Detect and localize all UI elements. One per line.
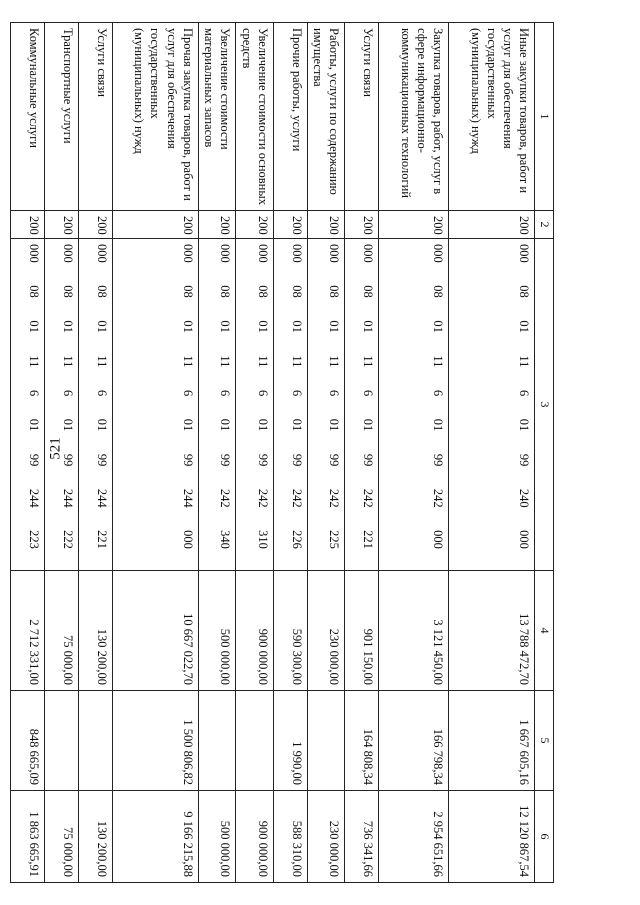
row-kbk [379, 239, 449, 571]
row-name: Прочая закупка товаров, работ и услуг для обеспечения государственных (муниципальных) нужд [112, 23, 198, 211]
kbk-code [180, 244, 196, 549]
kbk-segment: 01 [289, 320, 304, 333]
row-col-5: 1 990,00 [273, 691, 307, 791]
row-col-6: 75 000,00 [44, 791, 78, 883]
row-code: 200 [44, 211, 78, 239]
kbk-segment: 000 [517, 244, 532, 263]
kbk-segment: 01 [517, 418, 532, 432]
kbk-segment: 000 [94, 244, 109, 263]
row-name: Работы, услуги по содержанию имущества [307, 23, 345, 211]
kbk-segment: 01 [60, 418, 75, 432]
kbk-segment: 08 [517, 285, 532, 298]
kbk-code [430, 244, 446, 549]
kbk-segment: 01 [60, 320, 75, 333]
kbk-segment: 221 [361, 530, 376, 549]
row-col-6: 12 120 867,54 [449, 791, 535, 883]
kbk-segment: 01 [94, 320, 109, 333]
kbk-segment: 11 [255, 355, 270, 368]
row-col-5: 1 500 806,82 [112, 691, 198, 791]
kbk-segment: 000 [327, 244, 342, 263]
kbk-segment: 000 [218, 244, 233, 263]
table-row [345, 23, 379, 883]
kbk-segment: 99 [60, 453, 75, 467]
kbk-segment: 08 [26, 285, 41, 298]
row-col-5: 1 667 605,16 [449, 691, 535, 791]
kbk-segment: 11 [361, 355, 376, 368]
kbk-segment: 01 [94, 418, 109, 432]
kbk-segment: 01 [361, 418, 376, 432]
row-col-4: 230 000,00 [307, 571, 345, 691]
table-row [273, 23, 307, 883]
kbk-segment: 01 [327, 418, 342, 432]
kbk-segment: 01 [180, 418, 195, 432]
kbk-segment: 08 [327, 285, 342, 298]
row-code: 200 [449, 211, 535, 239]
kbk-segment: 000 [431, 244, 446, 263]
kbk-segment: 225 [327, 530, 342, 549]
col-header-6: 6 [535, 791, 554, 883]
row-code: 200 [10, 211, 44, 239]
row-col-6: 1 863 665,91 [10, 791, 44, 883]
kbk-segment: 6 [180, 389, 195, 397]
kbk-segment: 11 [289, 355, 304, 368]
table-row [236, 23, 274, 883]
kbk-segment: 11 [60, 355, 75, 368]
kbk-code [26, 244, 42, 549]
row-kbk [10, 239, 44, 571]
row-col-5 [198, 691, 236, 791]
row-kbk [44, 239, 78, 571]
kbk-segment: 000 [289, 244, 304, 263]
kbk-segment: 223 [26, 530, 41, 549]
kbk-segment: 244 [26, 488, 41, 508]
kbk-segment: 99 [218, 453, 233, 467]
kbk-code [60, 244, 76, 549]
kbk-segment: 11 [218, 355, 233, 368]
row-code: 200 [78, 211, 112, 239]
kbk-segment: 01 [26, 320, 41, 333]
row-col-4: 75 000,00 [44, 571, 78, 691]
kbk-segment: 000 [431, 530, 446, 549]
row-kbk [78, 239, 112, 571]
kbk-segment: 000 [361, 244, 376, 263]
row-col-5: 164 808,34 [345, 691, 379, 791]
row-code: 200 [198, 211, 236, 239]
kbk-code [326, 244, 342, 549]
table-row [78, 23, 112, 883]
kbk-segment: 08 [94, 285, 109, 298]
kbk-segment: 99 [517, 453, 532, 467]
kbk-segment: 01 [255, 418, 270, 432]
kbk-segment: 244 [180, 488, 195, 508]
row-col-4: 10 667 022,70 [112, 571, 198, 691]
row-col-6: 230 000,00 [307, 791, 345, 883]
kbk-segment: 6 [94, 389, 109, 397]
row-name: Увеличение стоимости основных средств [236, 23, 274, 211]
row-kbk [307, 239, 345, 571]
kbk-segment: 6 [289, 389, 304, 397]
row-col-6: 2 954 651,66 [379, 791, 449, 883]
kbk-segment: 6 [60, 389, 75, 397]
row-name: Коммунальные услуги [10, 23, 44, 211]
row-col-4: 590 300,00 [273, 571, 307, 691]
kbk-segment: 99 [255, 453, 270, 467]
kbk-segment: 000 [180, 244, 195, 263]
kbk-segment: 6 [431, 389, 446, 397]
kbk-code [516, 244, 532, 549]
row-col-6: 736 341,66 [345, 791, 379, 883]
budget-report-table [10, 22, 554, 883]
kbk-segment: 08 [218, 285, 233, 298]
col-header-2: 2 [535, 211, 554, 239]
row-kbk [198, 239, 236, 571]
row-col-6: 900 000,00 [236, 791, 274, 883]
kbk-segment: 11 [327, 355, 342, 368]
kbk-segment: 01 [361, 320, 376, 333]
kbk-segment: 6 [26, 389, 41, 397]
kbk-segment: 11 [517, 355, 532, 368]
col-header-1: 1 [535, 23, 554, 211]
row-col-6: 9 166 215,88 [112, 791, 198, 883]
row-name: Прочие работы, услуги [273, 23, 307, 211]
kbk-segment: 99 [180, 453, 195, 467]
kbk-segment: 08 [60, 285, 75, 298]
kbk-segment: 99 [327, 453, 342, 467]
kbk-code [217, 244, 233, 549]
row-name: Услуги связи [345, 23, 379, 211]
row-col-6: 500 000,00 [198, 791, 236, 883]
kbk-segment: 242 [431, 488, 446, 508]
kbk-segment: 242 [361, 488, 376, 508]
kbk-segment: 99 [431, 453, 446, 467]
row-col-6: 588 310,00 [273, 791, 307, 883]
kbk-segment: 08 [289, 285, 304, 298]
kbk-segment: 6 [218, 389, 233, 397]
kbk-segment: 01 [180, 320, 195, 333]
kbk-segment: 242 [327, 488, 342, 508]
kbk-segment: 08 [361, 285, 376, 298]
row-col-4: 3 121 450,00 [379, 571, 449, 691]
col-header-4: 4 [535, 571, 554, 691]
kbk-segment: 000 [60, 244, 75, 263]
row-col-4: 500 000,00 [198, 571, 236, 691]
kbk-segment: 244 [94, 488, 109, 508]
kbk-segment: 11 [180, 355, 195, 368]
row-name: Иные закупки товаров, работ и услуг для обеспечения государственных (муниципальных) нужд [449, 23, 535, 211]
kbk-code [255, 244, 271, 549]
kbk-segment: 11 [431, 355, 446, 368]
column-number-row [535, 23, 554, 883]
kbk-segment: 6 [361, 389, 376, 397]
kbk-segment: 01 [289, 418, 304, 432]
page-number: 521 [47, 437, 64, 460]
table-row [307, 23, 345, 883]
row-kbk [236, 239, 274, 571]
kbk-segment: 340 [218, 530, 233, 549]
kbk-segment: 99 [26, 453, 41, 467]
row-col-5 [78, 691, 112, 791]
kbk-code [289, 244, 305, 549]
row-name: Увеличение стоимости материальных запасов [198, 23, 236, 211]
row-code: 200 [112, 211, 198, 239]
kbk-segment: 01 [26, 418, 41, 432]
row-col-5 [307, 691, 345, 791]
kbk-segment: 242 [218, 488, 233, 508]
row-code: 200 [379, 211, 449, 239]
kbk-segment: 242 [255, 488, 270, 508]
kbk-segment: 01 [431, 320, 446, 333]
table-row [379, 23, 449, 883]
row-name: Транспортные услуги [44, 23, 78, 211]
row-col-5: 848 665,09 [10, 691, 44, 791]
kbk-segment: 01 [327, 320, 342, 333]
row-name: Услуги связи [78, 23, 112, 211]
kbk-segment: 221 [94, 530, 109, 549]
kbk-segment: 6 [327, 389, 342, 397]
table-row [449, 23, 535, 883]
kbk-segment: 11 [94, 355, 109, 368]
row-col-4: 2 712 331,00 [10, 571, 44, 691]
col-header-5: 5 [535, 691, 554, 791]
kbk-segment: 01 [431, 418, 446, 432]
row-kbk [273, 239, 307, 571]
row-name: Закупка товаров, работ, услуг в сфере информационно-коммуникационных технологий [379, 23, 449, 211]
row-col-5 [236, 691, 274, 791]
kbk-segment: 01 [218, 320, 233, 333]
kbk-segment: 08 [255, 285, 270, 298]
table-row [44, 23, 78, 883]
row-col-6: 130 200,00 [78, 791, 112, 883]
row-col-4: 13 788 472,70 [449, 571, 535, 691]
kbk-segment: 99 [94, 453, 109, 467]
kbk-segment: 6 [255, 389, 270, 397]
kbk-segment: 000 [255, 244, 270, 263]
kbk-segment: 222 [60, 530, 75, 549]
table-row [198, 23, 236, 883]
table-row [10, 23, 44, 883]
kbk-segment: 240 [517, 488, 532, 508]
row-kbk [345, 239, 379, 571]
kbk-segment: 000 [26, 244, 41, 263]
row-kbk [449, 239, 535, 571]
row-col-4: 900 000,00 [236, 571, 274, 691]
row-code: 200 [307, 211, 345, 239]
kbk-segment: 01 [517, 320, 532, 333]
kbk-segment: 242 [289, 488, 304, 508]
kbk-segment: 08 [431, 285, 446, 298]
kbk-segment: 01 [255, 320, 270, 333]
kbk-segment: 226 [289, 530, 304, 549]
kbk-code [94, 244, 110, 549]
kbk-segment: 000 [180, 530, 195, 549]
row-code: 200 [345, 211, 379, 239]
kbk-code [360, 244, 376, 549]
kbk-segment: 244 [60, 488, 75, 508]
row-col-4: 130 200,00 [78, 571, 112, 691]
kbk-segment: 6 [517, 389, 532, 397]
row-col-5 [44, 691, 78, 791]
row-code: 200 [236, 211, 274, 239]
kbk-segment: 000 [517, 530, 532, 549]
kbk-segment: 01 [218, 418, 233, 432]
table-row [112, 23, 198, 883]
kbk-segment: 08 [180, 285, 195, 298]
row-code: 200 [273, 211, 307, 239]
col-header-3: 3 [535, 239, 554, 571]
kbk-segment: 310 [255, 530, 270, 549]
kbk-segment: 11 [26, 355, 41, 368]
row-col-4: 901 150,00 [345, 571, 379, 691]
row-col-5: 166 798,34 [379, 691, 449, 791]
kbk-segment: 99 [289, 453, 304, 467]
kbk-segment: 99 [361, 453, 376, 467]
row-kbk [112, 239, 198, 571]
